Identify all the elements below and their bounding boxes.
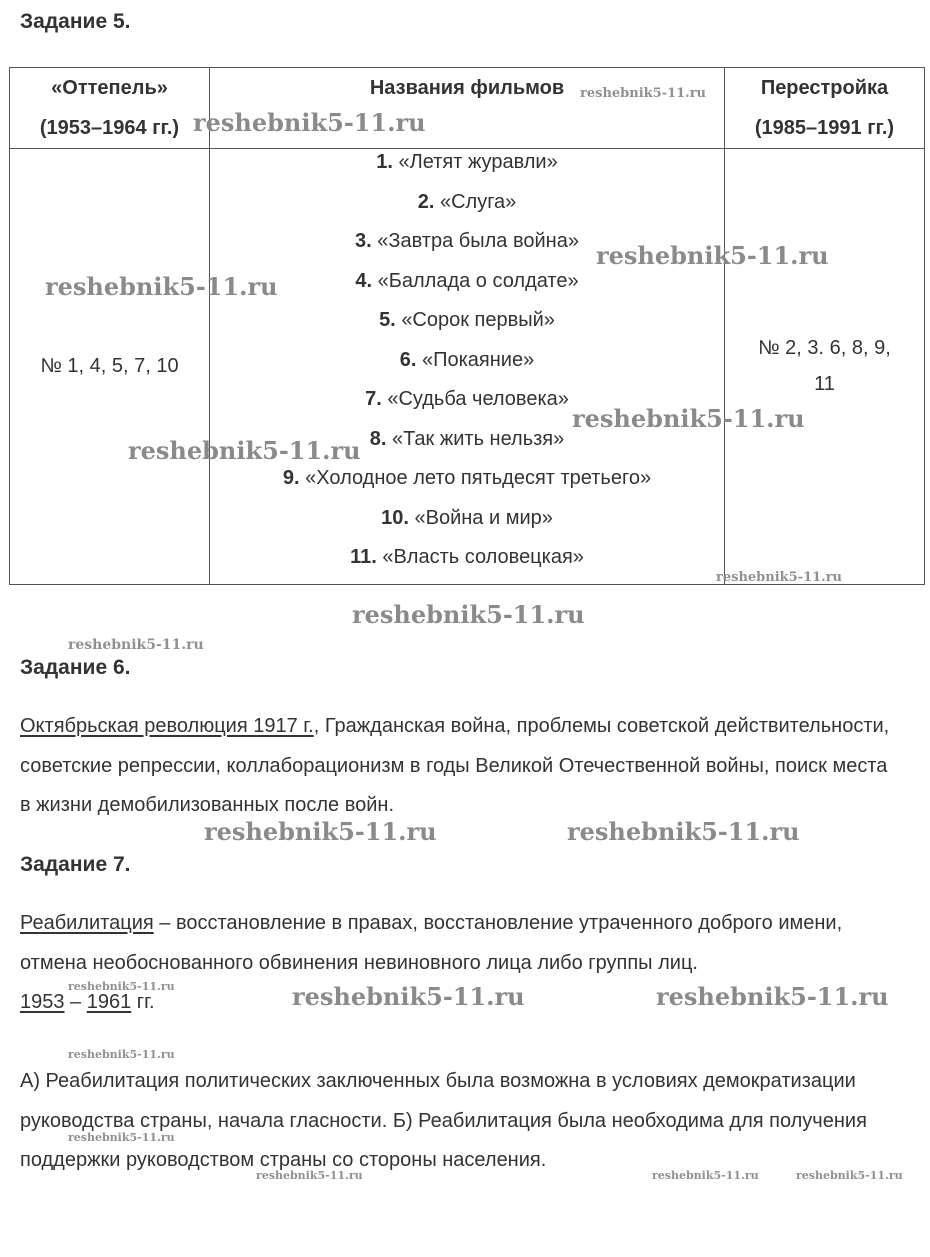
task7-title: Задание 7. xyxy=(20,853,131,876)
films-header xyxy=(210,68,725,149)
thaw-answer: № 1, 4, 5, 7, 10 xyxy=(40,355,179,378)
film-number: 8. xyxy=(369,427,387,450)
film-item xyxy=(210,505,724,545)
film-item xyxy=(210,149,724,189)
film-number: 1. xyxy=(376,151,393,173)
film-title: «Холодное лето пятьдесят третьего» xyxy=(305,467,652,489)
film-list xyxy=(210,149,724,584)
watermark: reshebnik5-11.ru xyxy=(193,108,426,137)
watermark: reshebnik5-11.ru xyxy=(580,86,707,101)
thaw-header-line2: (1953–1964 гг.) xyxy=(39,117,180,139)
watermark: reshebnik5-11.ru xyxy=(292,982,525,1011)
task7-year-end: 1961 xyxy=(86,991,132,1013)
watermark: reshebnik5-11.ru xyxy=(796,1169,903,1182)
perestroika-header-line2: (1985–1991 гг.) xyxy=(754,117,895,139)
film-title: «Покаяние» xyxy=(422,348,535,371)
watermark: reshebnik5-11.ru xyxy=(352,600,585,629)
film-number: 2. xyxy=(417,190,435,213)
watermark: reshebnik5-11.ru xyxy=(656,982,889,1011)
table-header-row xyxy=(10,68,925,149)
table-body-row xyxy=(10,149,925,585)
film-item xyxy=(210,386,724,426)
film-number: 3. xyxy=(355,230,372,252)
task6-text: , Гражданская война, проблемы советской действительности, советские репрессии, коллаборационизм в годы Великой Отечественной войны, поиск места в жизни демобилизованных после войн. xyxy=(20,715,890,816)
task7-dash: – xyxy=(64,991,87,1013)
film-item xyxy=(210,465,724,505)
watermark: reshebnik5-11.ru xyxy=(596,241,829,270)
watermark: reshebnik5-11.ru xyxy=(68,1048,175,1061)
perestroika-answer-line2: 11 xyxy=(814,373,835,396)
task6-underlined-topic: Октябрьская революция 1917 г. xyxy=(20,715,314,737)
task7-years-suffix: гг. xyxy=(131,991,155,1013)
film-number: 5. xyxy=(379,309,396,331)
watermark: reshebnik5-11.ru xyxy=(204,817,437,846)
films-header-text: Названия фильмов xyxy=(369,77,565,99)
film-title: «Слуга» xyxy=(439,190,517,213)
film-item xyxy=(210,347,724,387)
perestroika-answer-cell xyxy=(725,149,925,585)
film-number: 4. xyxy=(355,269,373,292)
thaw-header xyxy=(10,68,210,149)
thaw-header-line1: «Оттепель» xyxy=(51,77,168,99)
watermark: reshebnik5-11.ru xyxy=(68,637,204,653)
film-number: 11. xyxy=(350,546,377,568)
watermark: reshebnik5-11.ru xyxy=(256,1169,363,1182)
task7-term: Реабилитация xyxy=(20,912,154,934)
task6-title: Задание 6. xyxy=(20,656,131,679)
films-table xyxy=(9,67,925,585)
film-item xyxy=(210,544,724,584)
perestroika-answer-line1: № 2, 3. 6, 8, 9, xyxy=(758,337,891,360)
film-item xyxy=(210,268,724,308)
watermark: reshebnik5-11.ru xyxy=(716,570,843,585)
task5-title: Задание 5. xyxy=(20,10,131,33)
task7-definition xyxy=(20,904,900,1023)
thaw-answer-cell xyxy=(10,149,210,585)
film-title: «Война и мир» xyxy=(414,506,553,529)
film-item xyxy=(210,426,724,466)
task6-answer xyxy=(20,707,900,826)
film-title: «Власть соловецкая» xyxy=(382,546,584,568)
film-title: «Сорок первый» xyxy=(401,309,555,331)
film-number: 9. xyxy=(282,467,300,489)
film-item xyxy=(210,307,724,347)
film-item xyxy=(210,189,724,229)
films-list-cell xyxy=(210,149,725,585)
watermark: reshebnik5-11.ru xyxy=(652,1169,759,1182)
film-title: «Так жить нельзя» xyxy=(391,427,565,450)
watermark: reshebnik5-11.ru xyxy=(45,272,278,301)
film-number: 6. xyxy=(399,348,417,371)
film-title: «Завтра была война» xyxy=(377,230,579,252)
watermark: reshebnik5-11.ru xyxy=(128,436,361,465)
film-title: «Баллада о солдате» xyxy=(377,269,579,292)
watermark: reshebnik5-11.ru xyxy=(567,817,800,846)
watermark: reshebnik5-11.ru xyxy=(572,404,805,433)
perestroika-header xyxy=(725,68,925,149)
perestroika-header-line1: Перестройка xyxy=(760,77,889,99)
task7-year-start: 1953 xyxy=(20,991,65,1013)
watermark: reshebnik5-11.ru xyxy=(68,980,175,993)
task7-answer: А) Реабилитация политических заключенных была возможна в условиях демократизации руководства страны, начала гласности. Б) Реабилитация была необходима для получения поддержки руководством страны со стороны населения. xyxy=(20,1070,867,1171)
film-item xyxy=(210,228,724,268)
film-title: «Судьба человека» xyxy=(387,388,569,410)
film-number: 10. xyxy=(381,506,409,529)
film-number: 7. xyxy=(365,388,382,410)
task7-definition-text: – восстановление в правах, восстановление утраченного доброго имени, отмена необоснованного обвинения невиновного лица либо группы лиц. xyxy=(20,912,843,974)
film-title: «Летят журавли» xyxy=(398,151,558,173)
watermark: reshebnik5-11.ru xyxy=(68,1131,175,1144)
